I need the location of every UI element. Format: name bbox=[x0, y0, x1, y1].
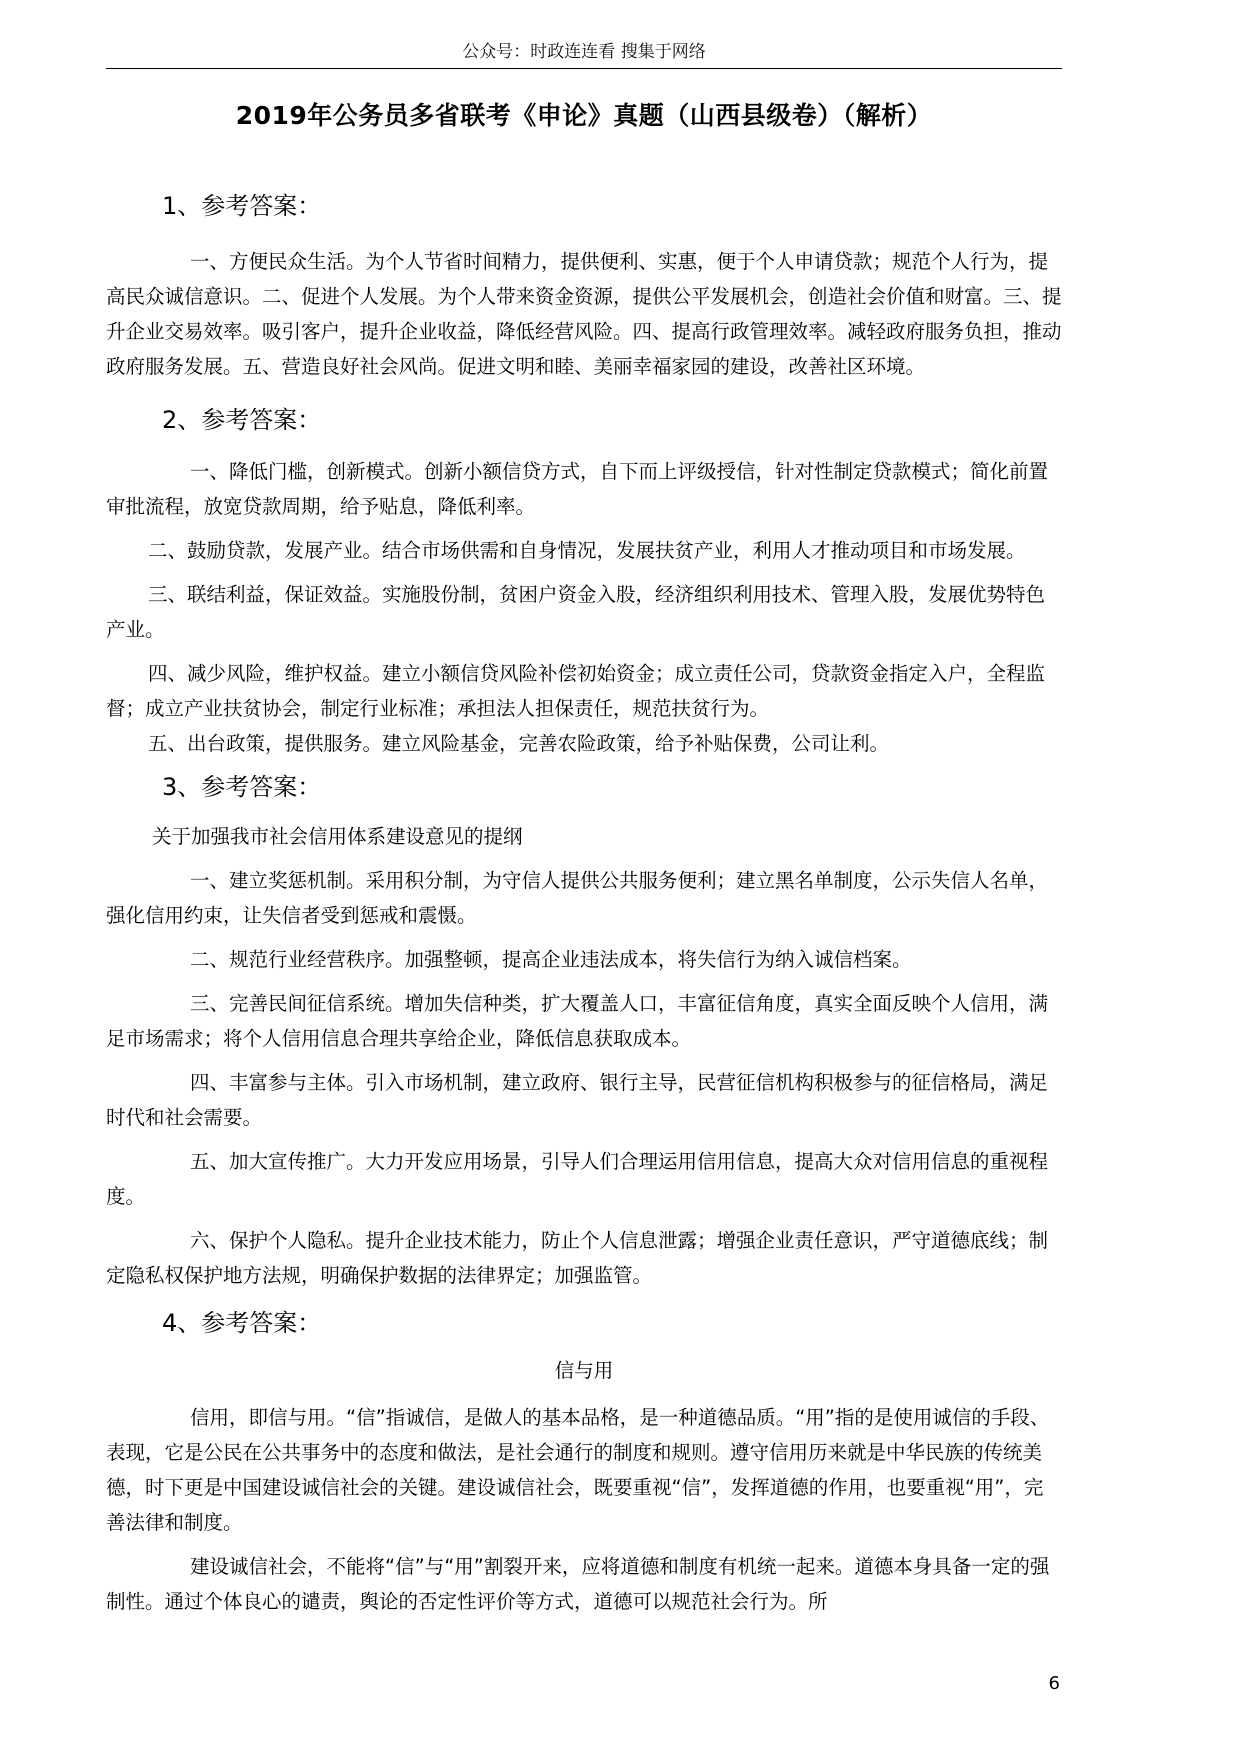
section-3-paragraph: 五、加大宣传推广。大力开发应用场景，引导人们合理运用信用信息，提高大众对信用信息的重视程度。 bbox=[106, 1150, 1049, 1208]
section-3-paragraph: 三、完善民间征信系统。增加失信种类，扩大覆盖人口，丰富征信角度，真实全面反映个人信用，满足市场需求；将个人信用信息合理共享给企业，降低信息获取成本。 bbox=[106, 992, 1049, 1050]
document-body bbox=[106, 186, 1062, 1619]
section-4-paragraph: 建设诚信社会，不能将“信”与“用”割裂开来，应将道德和制度有机统一起来。道德本身具备一定的强制性。通过个体良心的谴责，舆论的否定性评价等方式，道德可以规范社会行为。所 bbox=[106, 1555, 1050, 1613]
section-3-paragraph: 一、建立奖惩机制。采用积分制，为守信人提供公共服务便利；建立黑名单制度，公示失信人名单，强化信用约束，让失信者受到惩戒和震慑。 bbox=[106, 869, 1049, 927]
section-3-paragraph: 二、规范行业经营秩序。加强整顿，提高企业违法成本，将失信行为纳入诚信档案。 bbox=[190, 948, 912, 971]
section-4-heading: 4、参考答案： bbox=[162, 1309, 322, 1337]
page-number: 6 bbox=[1048, 1673, 1060, 1694]
section-2-paragraph: 二、鼓励贷款，发展产业。结合市场供需和自身情况，发展扶贫产业，利用人才推动项目和市场发展。 bbox=[148, 539, 1026, 562]
header-divider bbox=[106, 68, 1062, 69]
document-title: 2019年公务员多省联考《申论》真题（山西县级卷）（解析） bbox=[235, 101, 933, 130]
page-header: 公众号：时政连连看 搜集于网络 bbox=[462, 42, 706, 62]
section-2-paragraph: 四、减少风险，维护权益。建立小额信贷风险补偿初始资金；成立责任公司，贷款资金指定入户，全程监督；成立产业扶贫协会，制定行业标准；承担法人担保责任，规范扶贫行为。 bbox=[106, 662, 1046, 720]
essay-title: 信与用 bbox=[554, 1359, 614, 1382]
section-3-subtitle: 关于加强我市社会信用体系建设意见的提纲 bbox=[152, 825, 523, 848]
section-4-paragraph: 信用，即信与用。“信”指诚信，是做人的基本品格，是一种道德品质。“用”指的是使用诚信的手段、表现，它是公民在公共事务中的态度和做法，是社会通行的制度和规则。遵守信用历来就是中华民族的传统美德，时下更是中国建设诚信社会的关键。建设诚信社会，既要重视“信”，发挥道德的作用，也要重视“用”，完善法律和制度。 bbox=[106, 1406, 1050, 1534]
section-2-paragraph: 一、降低门槛，创新模式。创新小额信贷方式，自下而上评级授信，针对性制定贷款模式；简化前置审批流程，放宽贷款周期，给予贴息，降低利率。 bbox=[106, 460, 1049, 518]
section-3-paragraph: 四、丰富参与主体。引入市场机制，建立政府、银行主导，民营征信机构积极参与的征信格局，满足时代和社会需要。 bbox=[106, 1071, 1049, 1129]
section-2-heading: 2、参考答案： bbox=[162, 406, 322, 434]
section-2-paragraph: 三、联结利益，保证效益。实施股份制，贫困户资金入股，经济组织利用技术、管理入股，发展优势特色产业。 bbox=[106, 583, 1046, 641]
section-3-paragraph: 六、保护个人隐私。提升企业技术能力，防止个人信息泄露；增强企业责任意识，严守道德底线；制定隐私权保护地方法规，明确保护数据的法律界定；加强监管。 bbox=[106, 1229, 1049, 1287]
section-3-heading: 3、参考答案： bbox=[162, 773, 322, 801]
section-2-paragraph: 五、出台政策，提供服务。建立风险基金，完善农险政策，给予补贴保费，公司让利。 bbox=[148, 732, 890, 755]
section-1-paragraph: 一、方便民众生活。为个人节省时间精力，提供便利、实惠，便于个人申请贷款；规范个人行为，提高民众诚信意识。二、促进个人发展。为个人带来资金资源，提供公平发展机会，创造社会价值和财富。三、提升企业交易效率。吸引客户，提升企业收益，降低经营风险。四、提高行政管理效率。减轻政府服务负担，推动政府服务发展。五、营造良好社会风尚。促进文明和睦、美丽幸福家园的建设，改善社区环境。 bbox=[106, 250, 1062, 378]
section-1-heading: 1、参考答案： bbox=[162, 192, 322, 220]
